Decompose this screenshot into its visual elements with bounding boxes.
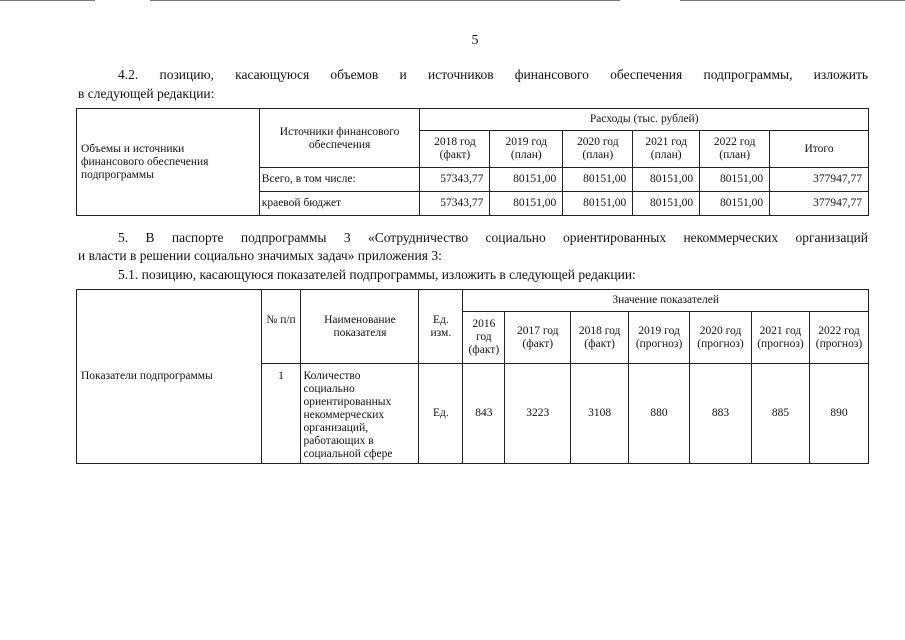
year-header: 2020 год (план): [563, 131, 633, 168]
num-header: № п/п: [261, 290, 301, 364]
year-header: 2018 год (факт): [571, 312, 629, 364]
year-header: 2017 год (факт): [505, 312, 571, 364]
sources-header: Источники финансового обеспечения: [259, 109, 420, 168]
year-header: 2019 год (прогноз): [629, 312, 690, 364]
value-cell: 377947,77: [770, 168, 869, 192]
financing-table: [76, 108, 869, 216]
value-cell: 80151,00: [633, 192, 700, 216]
paragraph-4-2-line1: 4.2. позицию, касающуюся объемов и источников финансового обеспечения подпрограммы, изложить: [118, 67, 868, 82]
source-label: краевой бюджет: [259, 192, 420, 216]
value-cell: 80151,00: [700, 192, 770, 216]
year-header: 2021 год (прогноз): [751, 312, 809, 364]
value-cell: 880: [629, 364, 690, 464]
financing-row-label: Объемы и источники финансового обеспечения подпрограммы: [77, 109, 260, 216]
expenses-header: Расходы (тыс. рублей): [420, 109, 869, 131]
value-cell: 80151,00: [633, 168, 700, 192]
indicator-name: Количество социально ориентированных некоммерческих организаций, работающих в социальной сфере: [301, 364, 419, 464]
name-header: Наименование показателя: [301, 290, 419, 364]
source-label: Всего, в том числе:: [259, 168, 420, 192]
value-cell: 57343,77: [420, 168, 490, 192]
row-number: 1: [261, 364, 301, 464]
paragraph-5-line2: и власти в решении социально значимых задач» приложения 3:: [78, 248, 442, 263]
paragraph-5-1: 5.1. позицию, касающуюся показателей подпрограммы, изложить в следующей редакции:: [118, 267, 636, 282]
value-cell: 3108: [571, 364, 629, 464]
unit-header: Ед. изм.: [419, 290, 463, 364]
indicators-table: [76, 289, 869, 464]
value-cell: 885: [751, 364, 809, 464]
values-header: Значение показателей: [463, 290, 869, 312]
value-cell: 80151,00: [490, 192, 563, 216]
indicators-row-label: Показатели подпрограммы: [77, 290, 262, 464]
indicator-unit: Ед.: [419, 364, 463, 464]
year-header: 2021 год (план): [633, 131, 700, 168]
year-header: 2018 год (факт): [420, 131, 490, 168]
value-cell: 843: [463, 364, 505, 464]
value-cell: 377947,77: [770, 192, 869, 216]
page-number: 5: [471, 33, 479, 48]
value-cell: 57343,77: [420, 192, 490, 216]
value-cell: 80151,00: [490, 168, 563, 192]
paragraph-4-2-line2: в следующей редакции:: [78, 86, 215, 101]
year-header: 2016 год (факт): [463, 312, 505, 364]
value-cell: 883: [690, 364, 752, 464]
total-header: Итого: [770, 131, 869, 168]
top-border: [0, 0, 905, 1]
paragraph-5-line1: 5. В паспорте подпрограммы 3 «Сотрудничество социально ориентированных некоммерческих организаций: [118, 230, 868, 245]
year-header: 2022 год (прогноз): [809, 312, 868, 364]
value-cell: 3223: [505, 364, 571, 464]
value-cell: 80151,00: [563, 168, 633, 192]
value-cell: 80151,00: [700, 168, 770, 192]
year-header: 2022 год (план): [700, 131, 770, 168]
year-header: 2019 год (план): [490, 131, 563, 168]
value-cell: 80151,00: [563, 192, 633, 216]
value-cell: 890: [809, 364, 868, 464]
year-header: 2020 год (прогноз): [690, 312, 752, 364]
